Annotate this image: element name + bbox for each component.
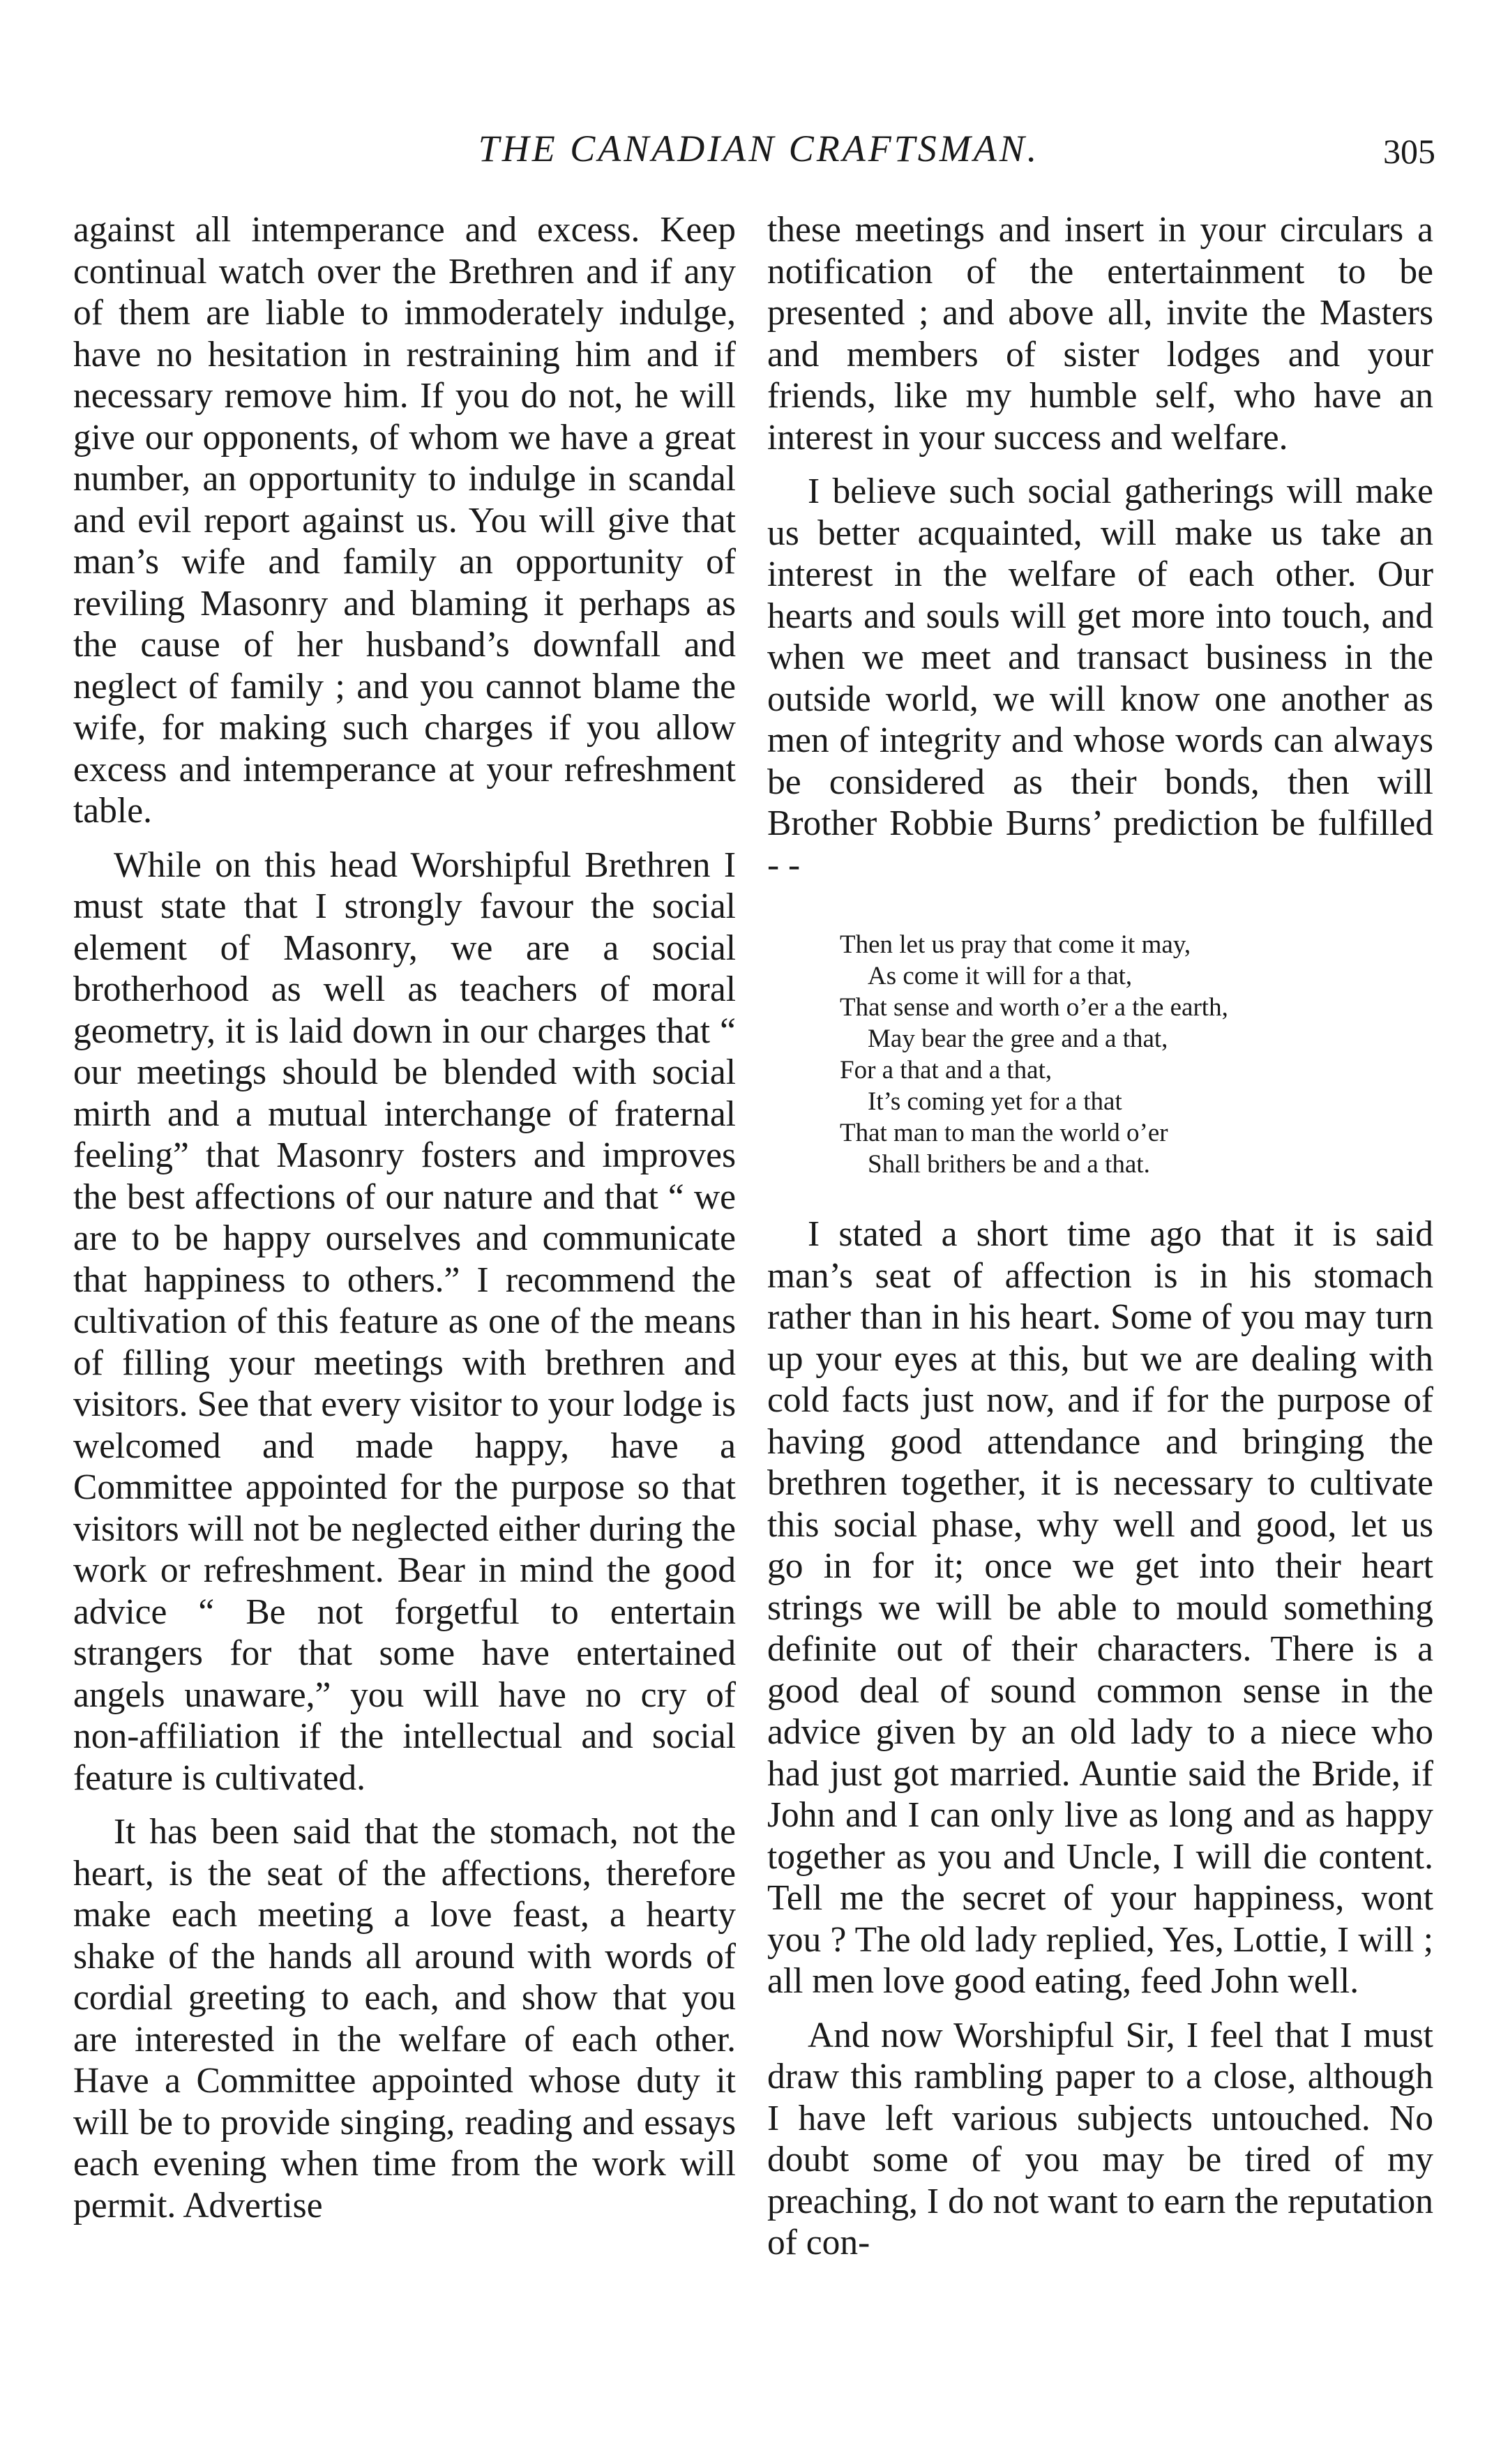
verse-line: For a that and a that,	[840, 1056, 1052, 1084]
running-title: THE CANADIAN CRAFTSMAN.	[478, 128, 1040, 169]
page-header	[75, 127, 1442, 183]
verse-line: Shall brithers be and a that.	[868, 1150, 1150, 1179]
verse-line: May bear the gree and a that,	[868, 1025, 1168, 1053]
verse-line: It’s coming yet for a that	[868, 1087, 1122, 1116]
right-column	[767, 209, 1433, 2276]
paragraph: It has been said that the stomach, not the heart, is the seat of the affections, therefore make each meeting a love feast, a hearty shake of the hands all around with words of cordial greeting to each, and show that you are interested in the welfare of each other. Have a Committee appointed whose duty it will be to provide singing, reading and essays each evening when time from the work will permit. Advertise	[73, 1812, 736, 2225]
verse-line: Then let us pray that come it may,	[840, 930, 1191, 959]
verse-line: As come it will for a that,	[868, 962, 1133, 990]
paragraph: these meetings and insert in your circulars a notification of the entertainment to be presented ; and above all, invite the Masters and members of sister lodges and your friends, like my humble self, who have an interest in your success and welfare.	[767, 210, 1433, 458]
verse-line: That man to man the world o’er	[840, 1119, 1168, 1147]
page-number: 305	[1383, 132, 1435, 171]
paragraph: I believe such social gatherings will make us better acquainted, will make us take an interest in the welfare of each other. Our hearts and souls will get more into touch, and when we meet and transact business in the outside world, we will know one another as men of integrity and whose words can always be considered as their bonds, then will Brother Robbie Burns’ prediction be fulfilled - -	[767, 471, 1433, 885]
left-column	[73, 209, 736, 2239]
paragraph: And now Worshipful Sir, I feel that I must draw this rambling paper to a close, although I have left various subjects untouched. No doubt some of you may be tired of my preaching, I do not want to earn the reputation of con-	[767, 2015, 1433, 2262]
paragraph: against all intemperance and excess. Keep continual watch over the Brethren and if any of them are liable to immoderately indulge, have no hesitation in restraining him and if necessary remove him. If you do not, he will give our opponents, of whom we have a great number, an opportunity to indulge in scandal and evil report against us. You will give that man’s wife and family an opportunity of reviling Masonry and blaming it perhaps as the cause of her husband’s downfall and neglect of family ; and you cannot blame the wife, for making such charges if you allow excess and intemperance at your refreshment table.	[73, 210, 736, 831]
verse-line: That sense and worth o’er a the earth,	[840, 993, 1228, 1022]
paragraph: I stated a short time ago that it is said man’s seat of affection is in his stomach rather than in his heart. Some of you may turn up your eyes at this, but we are dealing with cold facts just now, and if for the purpose of having good attendance and bringing the brethren together, it is necessary to cultivate this social phase, why well and good, let us go in for it; once we get into their heart strings we will be able to mould something definite out of their characters. There is a good deal of sound common sense in the advice given by an old lady to a niece who had just got married. Auntie said the Bride, if John and I can only live as long and as happy together as you and Uncle, I will die content. Tell me the secret of your happiness, wont you ? The old lady replied, Yes, Lottie, I will ; all men love good eating, feed John well.	[767, 1214, 1433, 2001]
paragraph: While on this head Worshipful Brethren I must state that I strongly favour the social element of Masonry, we are a social brotherhood as well as teachers of moral geometry, it is laid down in our charges that “ our meetings should be blended with social mirth and a mutual interchange of fraternal feeling” that Masonry fosters and improves the best affections of our nature and that “ we are to be happy ourselves and communicate that happiness to others.” I recommend the cultivation of this feature as one of the means of filling your meetings with brethren and visitors. See that every visitor to your lodge is welcomed and made happy, have a Committee appointed for the purpose so that visitors will not be neglected either during the work or refreshment. Bear in mind the good advice “ Be not forgetful to entertain strangers for that some have entertained angels unaware,” you will have no cry of non-affiliation if the intellectual and social feature is cultivated.	[73, 845, 736, 1798]
verse-quote	[840, 929, 1433, 1180]
